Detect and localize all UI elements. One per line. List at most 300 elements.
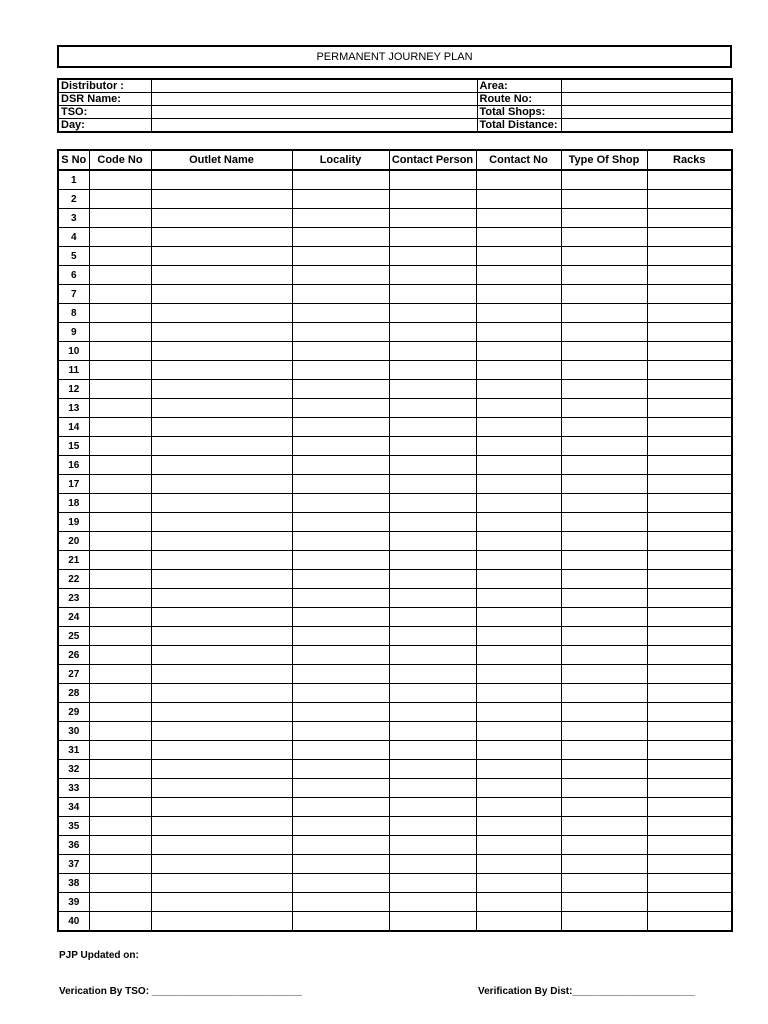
table-cell[interactable] bbox=[476, 456, 561, 475]
table-cell[interactable] bbox=[647, 722, 732, 741]
table-cell[interactable] bbox=[476, 836, 561, 855]
table-cell[interactable] bbox=[647, 190, 732, 209]
table-cell[interactable] bbox=[389, 399, 476, 418]
table-cell[interactable] bbox=[292, 532, 389, 551]
table-cell[interactable] bbox=[389, 855, 476, 874]
table-cell[interactable] bbox=[389, 874, 476, 893]
table-cell[interactable] bbox=[389, 836, 476, 855]
table-cell[interactable] bbox=[647, 228, 732, 247]
table-cell[interactable] bbox=[389, 494, 476, 513]
table-cell[interactable] bbox=[389, 551, 476, 570]
table-cell[interactable] bbox=[476, 760, 561, 779]
table-cell[interactable] bbox=[89, 475, 151, 494]
table-cell[interactable] bbox=[561, 608, 647, 627]
table-cell[interactable] bbox=[151, 475, 292, 494]
table-cell[interactable] bbox=[89, 228, 151, 247]
table-cell[interactable] bbox=[292, 684, 389, 703]
table-cell[interactable] bbox=[561, 342, 647, 361]
table-cell[interactable] bbox=[647, 437, 732, 456]
info-left-value[interactable] bbox=[151, 79, 477, 93]
table-cell[interactable] bbox=[561, 741, 647, 760]
table-cell[interactable] bbox=[151, 874, 292, 893]
table-cell[interactable] bbox=[89, 285, 151, 304]
table-cell[interactable] bbox=[561, 190, 647, 209]
table-cell[interactable] bbox=[389, 209, 476, 228]
table-cell[interactable] bbox=[647, 646, 732, 665]
table-cell[interactable] bbox=[476, 646, 561, 665]
table-cell[interactable] bbox=[561, 456, 647, 475]
table-cell[interactable] bbox=[476, 741, 561, 760]
table-cell[interactable] bbox=[561, 266, 647, 285]
table-cell[interactable] bbox=[476, 532, 561, 551]
table-cell[interactable] bbox=[89, 741, 151, 760]
table-cell[interactable] bbox=[389, 361, 476, 380]
table-cell[interactable] bbox=[89, 722, 151, 741]
table-cell[interactable] bbox=[89, 170, 151, 190]
table-cell[interactable] bbox=[476, 170, 561, 190]
table-cell[interactable] bbox=[292, 456, 389, 475]
serial-number-cell: 28 bbox=[58, 684, 89, 703]
table-cell[interactable] bbox=[292, 760, 389, 779]
table-cell[interactable] bbox=[151, 380, 292, 399]
table-cell[interactable] bbox=[389, 760, 476, 779]
table-cell[interactable] bbox=[476, 361, 561, 380]
table-cell[interactable] bbox=[389, 190, 476, 209]
table-cell[interactable] bbox=[561, 627, 647, 646]
table-cell[interactable] bbox=[151, 646, 292, 665]
table-cell[interactable] bbox=[647, 741, 732, 760]
table-cell[interactable] bbox=[476, 779, 561, 798]
table-cell[interactable] bbox=[292, 551, 389, 570]
table-cell[interactable] bbox=[89, 646, 151, 665]
table-cell[interactable] bbox=[561, 361, 647, 380]
table-cell[interactable] bbox=[476, 608, 561, 627]
table-cell[interactable] bbox=[292, 798, 389, 817]
table-cell[interactable] bbox=[647, 589, 732, 608]
table-cell[interactable] bbox=[647, 608, 732, 627]
table-cell[interactable] bbox=[292, 304, 389, 323]
table-cell[interactable] bbox=[151, 513, 292, 532]
table-cell[interactable] bbox=[89, 247, 151, 266]
table-cell[interactable] bbox=[647, 494, 732, 513]
table-cell[interactable] bbox=[389, 323, 476, 342]
table-cell[interactable] bbox=[292, 893, 389, 912]
table-cell[interactable] bbox=[151, 342, 292, 361]
table-cell[interactable] bbox=[389, 570, 476, 589]
table-cell[interactable] bbox=[476, 798, 561, 817]
table-cell[interactable] bbox=[389, 646, 476, 665]
table-cell[interactable] bbox=[292, 646, 389, 665]
serial-number-cell: 19 bbox=[58, 513, 89, 532]
table-cell[interactable] bbox=[151, 570, 292, 589]
table-cell[interactable] bbox=[151, 190, 292, 209]
table-cell[interactable] bbox=[151, 437, 292, 456]
table-cell[interactable] bbox=[292, 323, 389, 342]
table-cell[interactable] bbox=[292, 285, 389, 304]
table-cell[interactable] bbox=[647, 760, 732, 779]
table-row bbox=[58, 323, 732, 342]
table-cell[interactable] bbox=[476, 703, 561, 722]
table-cell[interactable] bbox=[389, 798, 476, 817]
table-cell[interactable] bbox=[89, 779, 151, 798]
table-cell[interactable] bbox=[292, 627, 389, 646]
info-row bbox=[58, 106, 732, 119]
table-cell[interactable] bbox=[151, 893, 292, 912]
table-row bbox=[58, 247, 732, 266]
table-cell[interactable] bbox=[292, 437, 389, 456]
table-cell[interactable] bbox=[151, 760, 292, 779]
table-cell[interactable] bbox=[389, 228, 476, 247]
table-cell[interactable] bbox=[389, 247, 476, 266]
table-cell[interactable] bbox=[151, 741, 292, 760]
table-cell[interactable] bbox=[647, 551, 732, 570]
table-cell[interactable] bbox=[89, 190, 151, 209]
table-cell[interactable] bbox=[151, 361, 292, 380]
info-left-value[interactable] bbox=[151, 93, 477, 106]
table-cell[interactable] bbox=[292, 475, 389, 494]
table-cell[interactable] bbox=[561, 798, 647, 817]
table-cell[interactable] bbox=[151, 912, 292, 932]
table-cell[interactable] bbox=[292, 418, 389, 437]
table-cell[interactable] bbox=[89, 912, 151, 932]
table-cell[interactable] bbox=[647, 798, 732, 817]
table-cell[interactable] bbox=[561, 570, 647, 589]
table-cell[interactable] bbox=[89, 836, 151, 855]
table-cell[interactable] bbox=[292, 380, 389, 399]
table-cell[interactable] bbox=[292, 228, 389, 247]
table-cell[interactable] bbox=[151, 665, 292, 684]
table-cell[interactable] bbox=[89, 627, 151, 646]
table-row bbox=[58, 798, 732, 817]
table-cell[interactable] bbox=[647, 874, 732, 893]
table-cell[interactable] bbox=[647, 247, 732, 266]
table-cell[interactable] bbox=[561, 380, 647, 399]
table-cell[interactable] bbox=[389, 722, 476, 741]
table-cell[interactable] bbox=[561, 589, 647, 608]
table-cell[interactable] bbox=[151, 228, 292, 247]
table-cell[interactable] bbox=[89, 760, 151, 779]
table-cell[interactable] bbox=[89, 570, 151, 589]
table-cell[interactable] bbox=[647, 570, 732, 589]
table-cell[interactable] bbox=[476, 570, 561, 589]
table-cell[interactable] bbox=[292, 589, 389, 608]
info-right-value[interactable] bbox=[561, 93, 732, 106]
table-cell[interactable] bbox=[389, 532, 476, 551]
table-cell[interactable] bbox=[89, 817, 151, 836]
table-cell[interactable] bbox=[89, 532, 151, 551]
table-cell[interactable] bbox=[89, 437, 151, 456]
table-cell[interactable] bbox=[476, 228, 561, 247]
table-cell[interactable] bbox=[647, 475, 732, 494]
table-cell[interactable] bbox=[292, 779, 389, 798]
table-cell[interactable] bbox=[561, 874, 647, 893]
table-cell[interactable] bbox=[561, 855, 647, 874]
table-cell[interactable] bbox=[292, 836, 389, 855]
table-cell[interactable] bbox=[292, 494, 389, 513]
table-cell[interactable] bbox=[89, 684, 151, 703]
table-cell[interactable] bbox=[89, 494, 151, 513]
table-cell[interactable] bbox=[151, 209, 292, 228]
table-cell[interactable] bbox=[561, 836, 647, 855]
table-cell[interactable] bbox=[561, 494, 647, 513]
table-cell[interactable] bbox=[647, 703, 732, 722]
table-cell[interactable] bbox=[476, 285, 561, 304]
table-cell[interactable] bbox=[151, 399, 292, 418]
table-cell[interactable] bbox=[389, 342, 476, 361]
table-cell[interactable] bbox=[89, 608, 151, 627]
table-cell[interactable] bbox=[389, 779, 476, 798]
table-cell[interactable] bbox=[476, 247, 561, 266]
table-cell[interactable] bbox=[151, 817, 292, 836]
table-cell[interactable] bbox=[476, 893, 561, 912]
table-cell[interactable] bbox=[561, 437, 647, 456]
table-cell[interactable] bbox=[647, 684, 732, 703]
table-cell[interactable] bbox=[647, 532, 732, 551]
table-cell[interactable] bbox=[151, 532, 292, 551]
table-cell[interactable] bbox=[389, 589, 476, 608]
info-right-value[interactable] bbox=[561, 79, 732, 93]
table-cell[interactable] bbox=[89, 665, 151, 684]
table-cell[interactable] bbox=[89, 304, 151, 323]
table-cell[interactable] bbox=[561, 304, 647, 323]
table-cell[interactable] bbox=[647, 418, 732, 437]
table-cell[interactable] bbox=[89, 361, 151, 380]
table-cell[interactable] bbox=[151, 836, 292, 855]
table-cell[interactable] bbox=[647, 209, 732, 228]
table-cell[interactable] bbox=[292, 855, 389, 874]
table-cell[interactable] bbox=[151, 247, 292, 266]
table-cell[interactable] bbox=[292, 608, 389, 627]
table-cell[interactable] bbox=[389, 608, 476, 627]
table-cell[interactable] bbox=[292, 170, 389, 190]
table-cell[interactable] bbox=[476, 380, 561, 399]
table-cell[interactable] bbox=[561, 228, 647, 247]
table-cell[interactable] bbox=[647, 361, 732, 380]
table-cell[interactable] bbox=[89, 551, 151, 570]
table-cell[interactable] bbox=[476, 627, 561, 646]
table-cell[interactable] bbox=[647, 266, 732, 285]
table-cell[interactable] bbox=[151, 703, 292, 722]
table-cell[interactable] bbox=[476, 323, 561, 342]
table-cell[interactable] bbox=[476, 304, 561, 323]
table-cell[interactable] bbox=[389, 684, 476, 703]
table-cell[interactable] bbox=[561, 323, 647, 342]
table-cell[interactable] bbox=[89, 855, 151, 874]
table-cell[interactable] bbox=[151, 627, 292, 646]
table-cell[interactable] bbox=[292, 722, 389, 741]
table-cell[interactable] bbox=[89, 456, 151, 475]
table-cell[interactable] bbox=[389, 817, 476, 836]
table-cell[interactable] bbox=[89, 323, 151, 342]
table-cell[interactable] bbox=[151, 551, 292, 570]
table-cell[interactable] bbox=[647, 380, 732, 399]
table-cell[interactable] bbox=[389, 170, 476, 190]
table-cell[interactable] bbox=[647, 456, 732, 475]
table-cell[interactable] bbox=[476, 494, 561, 513]
table-cell[interactable] bbox=[476, 817, 561, 836]
table-cell[interactable] bbox=[89, 399, 151, 418]
table-cell[interactable] bbox=[389, 380, 476, 399]
table-cell[interactable] bbox=[476, 437, 561, 456]
table-cell[interactable] bbox=[476, 665, 561, 684]
table-cell[interactable] bbox=[389, 304, 476, 323]
table-cell[interactable] bbox=[151, 779, 292, 798]
table-cell[interactable] bbox=[561, 646, 647, 665]
table-cell[interactable] bbox=[389, 703, 476, 722]
table-cell[interactable] bbox=[647, 665, 732, 684]
table-cell[interactable] bbox=[89, 418, 151, 437]
table-cell[interactable] bbox=[151, 266, 292, 285]
table-cell[interactable] bbox=[476, 722, 561, 741]
table-cell[interactable] bbox=[389, 627, 476, 646]
table-cell[interactable] bbox=[647, 285, 732, 304]
table-cell[interactable] bbox=[292, 570, 389, 589]
table-cell[interactable] bbox=[89, 266, 151, 285]
table-cell[interactable] bbox=[476, 209, 561, 228]
info-row bbox=[58, 119, 732, 133]
table-cell[interactable] bbox=[292, 741, 389, 760]
table-cell[interactable] bbox=[292, 817, 389, 836]
table-cell[interactable] bbox=[89, 874, 151, 893]
table-cell[interactable] bbox=[292, 247, 389, 266]
table-cell[interactable] bbox=[89, 589, 151, 608]
table-cell[interactable] bbox=[151, 722, 292, 741]
table-cell[interactable] bbox=[292, 266, 389, 285]
table-cell[interactable] bbox=[151, 798, 292, 817]
table-cell[interactable] bbox=[292, 190, 389, 209]
table-cell[interactable] bbox=[476, 399, 561, 418]
table-row bbox=[58, 855, 732, 874]
table-cell[interactable] bbox=[292, 513, 389, 532]
table-cell[interactable] bbox=[389, 285, 476, 304]
table-cell[interactable] bbox=[561, 475, 647, 494]
table-cell[interactable] bbox=[647, 323, 732, 342]
table-cell[interactable] bbox=[561, 532, 647, 551]
table-cell[interactable] bbox=[292, 361, 389, 380]
table-cell[interactable] bbox=[476, 684, 561, 703]
table-cell[interactable] bbox=[389, 437, 476, 456]
table-cell[interactable] bbox=[389, 665, 476, 684]
table-cell[interactable] bbox=[476, 912, 561, 932]
table-cell[interactable] bbox=[389, 266, 476, 285]
table-cell[interactable] bbox=[151, 589, 292, 608]
table-cell[interactable] bbox=[389, 741, 476, 760]
table-cell[interactable] bbox=[561, 893, 647, 912]
table-cell[interactable] bbox=[89, 209, 151, 228]
table-cell[interactable] bbox=[292, 342, 389, 361]
table-cell[interactable] bbox=[151, 285, 292, 304]
table-cell[interactable] bbox=[151, 170, 292, 190]
table-row bbox=[58, 209, 732, 228]
info-row bbox=[58, 93, 732, 106]
info-left-value[interactable] bbox=[151, 106, 477, 119]
table-cell[interactable] bbox=[647, 304, 732, 323]
table-cell[interactable] bbox=[89, 380, 151, 399]
table-cell[interactable] bbox=[561, 684, 647, 703]
table-cell[interactable] bbox=[561, 513, 647, 532]
table-cell[interactable] bbox=[292, 399, 389, 418]
table-cell[interactable] bbox=[389, 893, 476, 912]
table-cell[interactable] bbox=[561, 703, 647, 722]
table-cell[interactable] bbox=[476, 855, 561, 874]
table-cell[interactable] bbox=[561, 209, 647, 228]
table-cell[interactable] bbox=[476, 551, 561, 570]
table-cell[interactable] bbox=[476, 874, 561, 893]
table-cell[interactable] bbox=[561, 399, 647, 418]
table-cell[interactable] bbox=[151, 418, 292, 437]
table-cell[interactable] bbox=[89, 893, 151, 912]
table-cell[interactable] bbox=[476, 475, 561, 494]
table-cell[interactable] bbox=[151, 684, 292, 703]
table-cell[interactable] bbox=[389, 418, 476, 437]
table-cell[interactable] bbox=[151, 608, 292, 627]
table-cell[interactable] bbox=[647, 399, 732, 418]
table-cell[interactable] bbox=[561, 247, 647, 266]
table-cell[interactable] bbox=[89, 703, 151, 722]
table-cell[interactable] bbox=[647, 817, 732, 836]
table-cell[interactable] bbox=[151, 323, 292, 342]
table-cell[interactable] bbox=[561, 912, 647, 932]
table-cell[interactable] bbox=[151, 456, 292, 475]
table-cell[interactable] bbox=[561, 285, 647, 304]
table-cell[interactable] bbox=[389, 456, 476, 475]
table-cell[interactable] bbox=[561, 551, 647, 570]
table-cell[interactable] bbox=[647, 893, 732, 912]
table-cell[interactable] bbox=[647, 779, 732, 798]
table-cell[interactable] bbox=[89, 798, 151, 817]
table-cell[interactable] bbox=[151, 494, 292, 513]
table-cell[interactable] bbox=[389, 513, 476, 532]
table-cell[interactable] bbox=[292, 209, 389, 228]
table-cell[interactable] bbox=[476, 266, 561, 285]
table-cell[interactable] bbox=[151, 304, 292, 323]
table-cell[interactable] bbox=[151, 855, 292, 874]
info-right-value[interactable] bbox=[561, 106, 732, 119]
table-cell[interactable] bbox=[476, 513, 561, 532]
table-cell[interactable] bbox=[89, 342, 151, 361]
table-cell[interactable] bbox=[389, 475, 476, 494]
table-cell[interactable] bbox=[292, 874, 389, 893]
table-cell[interactable] bbox=[647, 627, 732, 646]
table-cell[interactable] bbox=[292, 703, 389, 722]
table-cell[interactable] bbox=[647, 836, 732, 855]
table-cell[interactable] bbox=[561, 665, 647, 684]
table-cell[interactable] bbox=[476, 342, 561, 361]
table-cell[interactable] bbox=[647, 912, 732, 932]
table-cell[interactable] bbox=[476, 418, 561, 437]
table-cell[interactable] bbox=[647, 855, 732, 874]
table-cell[interactable] bbox=[292, 912, 389, 932]
table-cell[interactable] bbox=[561, 722, 647, 741]
verification-tso-line: Verication By TSO: ___________________________ bbox=[59, 986, 302, 997]
table-cell[interactable] bbox=[476, 589, 561, 608]
table-cell[interactable] bbox=[561, 817, 647, 836]
table-cell[interactable] bbox=[647, 170, 732, 190]
table-cell[interactable] bbox=[292, 665, 389, 684]
table-cell[interactable] bbox=[647, 513, 732, 532]
table-cell[interactable] bbox=[561, 760, 647, 779]
table-cell[interactable] bbox=[389, 912, 476, 932]
info-right-value[interactable] bbox=[561, 119, 732, 133]
table-cell[interactable] bbox=[561, 170, 647, 190]
table-cell[interactable] bbox=[561, 418, 647, 437]
info-left-value[interactable] bbox=[151, 119, 477, 133]
table-cell[interactable] bbox=[561, 779, 647, 798]
table-cell[interactable] bbox=[476, 190, 561, 209]
table-cell[interactable] bbox=[89, 513, 151, 532]
serial-number-cell: 16 bbox=[58, 456, 89, 475]
table-cell[interactable] bbox=[647, 342, 732, 361]
